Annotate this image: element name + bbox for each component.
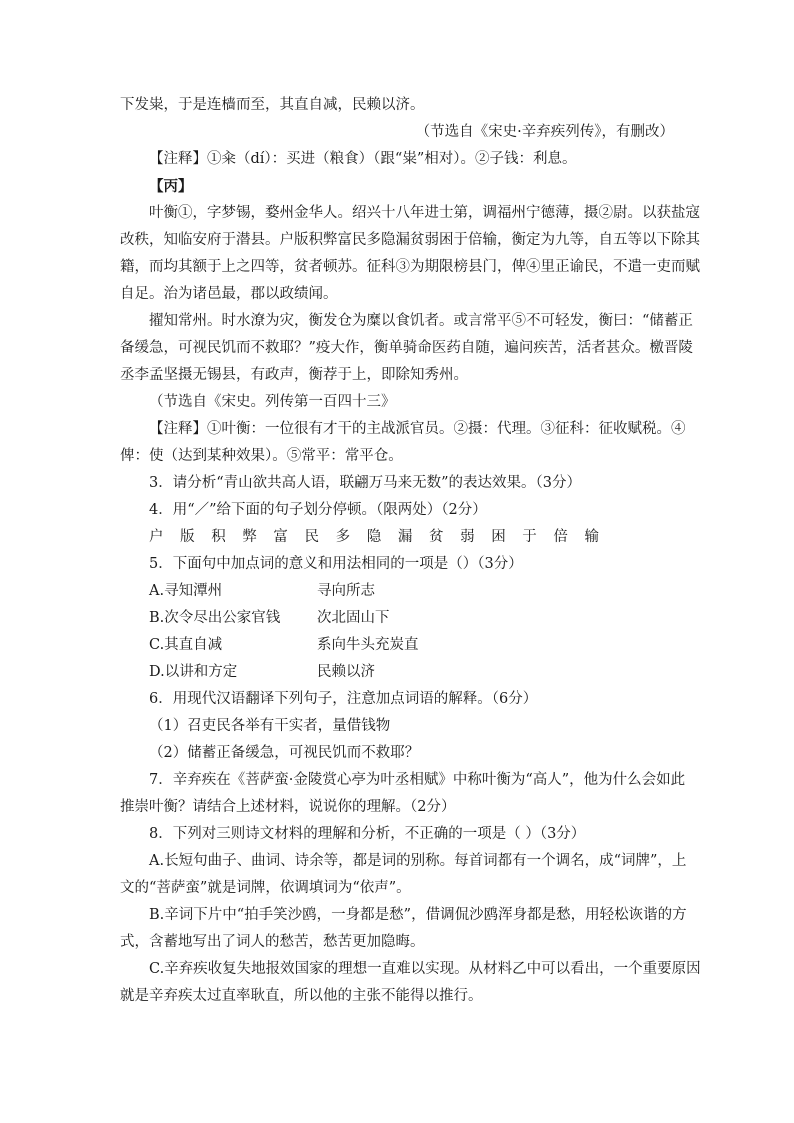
option-a-left: A.寻知潭州 [149, 583, 223, 599]
question-5-option-c [120, 632, 680, 659]
passage-line: 叶衡①，字梦锡，婺州金华人。绍兴十八年进士第，调福州宁德薄，摄②尉。以获盐寇 [149, 205, 700, 221]
question-6: 6．用现代汉语翻译下列句子，注意加点词语的解释。（6分） [149, 691, 538, 707]
annotation: 【注释】①籴（dí）：买进（粮食）（跟“粜”相对）。②子钱：利息。 [149, 151, 577, 167]
question-8-option-b-cont: 式，含蓄地写出了词人的愁苦，愁苦更加隐晦。 [120, 934, 425, 950]
question-8-option-c: C.辛弃疾收复失地报效国家的理想一直难以实现。从材料乙中可以看出，一个重要原因 [149, 961, 701, 977]
question-7: 7．辛弃疾在《菩萨蛮·金陵赏心亭为叶丞相赋》中称叶衡为“高人”，他为什么会如此 [149, 772, 686, 788]
question-8-option-b: B.辛词下片中“拍手笑沙鸥，一身都是愁”，借调侃沙鸥浑身都是愁，用轻松诙谐的方 [149, 907, 687, 923]
page-content [120, 92, 701, 1010]
question-5-option-d [120, 659, 680, 686]
passage-line: 备缓急，可视民饥而不救耶？”疫大作，衡单骑命医药自随，遍问疾苦，活者甚众。檄晋陵 [120, 340, 693, 356]
annotation: 俾：使（达到某种效果）。⑤常平：常平仓。 [120, 448, 403, 464]
question-4-sentence: 户 版 积 弊 富 民 多 隐 漏 贫 弱 困 于 倍 输 [149, 529, 606, 545]
question-6-item-2: （2）储蓄正备缓急，可视民饥而不救耶？ [149, 745, 420, 761]
passage-line: 擢知常州。时水潦为灾，衡发仓为糜以食饥者。或言常平⑤不可轻发，衡曰：“储蓄正 [149, 313, 693, 329]
question-8-option-a-cont: 文的“菩萨蛮”就是词牌，依调填词为“依声”。 [120, 880, 411, 896]
source-note: （节选自《宋史·辛弃疾列传》，有删改） [415, 124, 674, 140]
annotation: 【注释】①叶衡：一位很有才干的主战派官员。②摄：代理。③征科：征收赋税。④ [149, 421, 686, 437]
option-d-left: D.以讲和方定 [149, 664, 238, 680]
passage-line: 丞李孟坚摄无锡县，有政声，衡荐于上，即除知秀州。 [120, 367, 468, 383]
option-c-left: C.其直自减 [149, 637, 223, 653]
option-c-right: 系向牛头充炭直 [317, 637, 419, 653]
question-8-option-a: A.长短句曲子、曲词、诗余等，都是词的别称。每首词都有一个调名，成“词牌”，上 [149, 853, 687, 869]
question-5-option-a [120, 578, 680, 605]
question-5: 5．下面句中加点词的意义和用法相同的一项是（）（3分） [149, 556, 523, 572]
passage-line: 自足。治为诸邑最，郡以政绩闻。 [120, 286, 338, 302]
passage-line: 下发粜，于是连樯而至，其直自减，民赖以济。 [120, 97, 425, 113]
option-a-right: 寻向所志 [317, 583, 375, 599]
section-heading-bing: 【丙】 [149, 178, 193, 195]
question-5-option-b [120, 605, 680, 632]
option-b-left: B.次令尽出公家官钱 [149, 610, 281, 626]
passage-line: 籍，而均其额于上之四等，贫者顿苏。征科③为期限榜县门，俾④里正谕民，不遣一吏而赋 [120, 259, 700, 275]
question-7-cont: 推崇叶衡？请结合上述材料，说说你的理解。（2分） [120, 799, 456, 815]
question-4: 4．用“／”给下面的句子划分停顿。（限两处）（2分） [149, 502, 487, 518]
option-d-right: 民赖以济 [317, 664, 375, 680]
question-6-item-1: （1）召吏民各举有干实者，量借钱物 [149, 718, 391, 734]
source-note: （节选自《宋史。列传第一百四十三》 [149, 394, 396, 410]
question-8: 8．下列对三则诗文材料的理解和分析，不正确的一项是（ ）（3分） [149, 826, 586, 842]
question-3: 3．请分析“青山欲共高人语，联翩万马来无数”的表达效果。（3分） [149, 475, 582, 491]
question-8-option-c-cont: 就是辛弃疾太过直率耿直，所以他的主张不能得以推行。 [120, 988, 483, 1004]
passage-line: 改秩，知临安府于潜县。户版积弊富民多隐漏贫弱困于倍输，衡定为九等，自五等以下除其 [120, 232, 700, 248]
option-b-right: 次北固山下 [317, 610, 390, 626]
